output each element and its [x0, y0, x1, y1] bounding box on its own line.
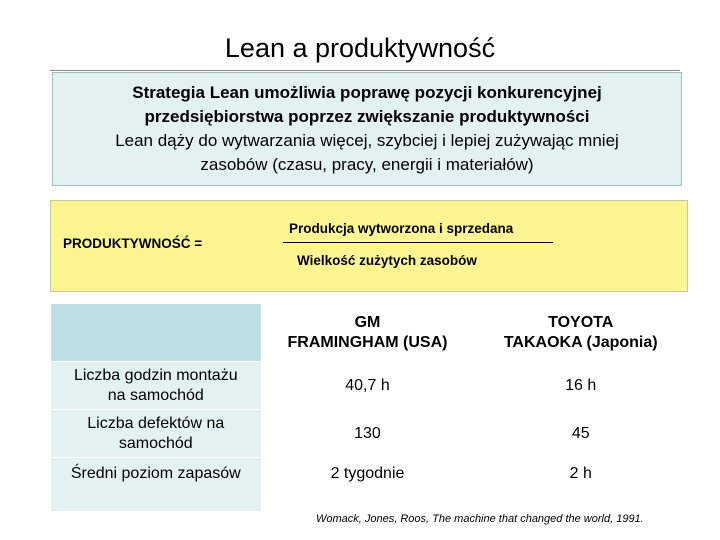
header-toyota-line2: TAKAOKA (Japonia) — [503, 333, 658, 351]
page-title: Lean a produktywność — [224, 33, 496, 63]
gm-value: 40,7 h — [261, 362, 474, 410]
gm-value: 130 — [261, 410, 474, 458]
fraction-bar — [283, 242, 553, 243]
formula-lhs: PRODUKTYWNOŚĆ = — [63, 236, 203, 251]
formula-numerator: Produkcja wytworzona i sprzedana — [289, 221, 514, 236]
source-footnote: Womack, Jones, Roos, The machine that changed the world, 1991. — [316, 513, 644, 525]
header-toyota — [474, 304, 688, 362]
intro-line-4: zasobów (czasu, pracy, energii i materiałów) — [200, 155, 534, 174]
header-gm — [261, 304, 474, 362]
row-label — [51, 410, 262, 458]
row-label — [51, 362, 262, 410]
table-header-row — [51, 304, 688, 362]
toyota-value: 2 h — [474, 458, 688, 512]
row-label-line2: na samochód — [107, 386, 204, 404]
formula-denominator: Wielkość zużytych zasobów — [297, 253, 477, 268]
toyota-value: 45 — [474, 410, 688, 458]
row-label-line1: Liczba godzin montażu — [73, 366, 238, 384]
table-row — [51, 458, 688, 512]
intro-line-2: przedsiębiorstwa poprzez zwiększanie produktywności — [144, 107, 590, 126]
gm-value: 2 tygodnie — [261, 458, 474, 512]
intro-box — [52, 72, 682, 186]
table-row — [51, 362, 688, 410]
header-gm-line2: FRAMINGHAM (USA) — [287, 333, 448, 351]
table-row — [51, 410, 688, 458]
comparison-table — [50, 303, 688, 512]
header-toyota-line1: TOYOTA — [548, 313, 614, 331]
toyota-value: 16 h — [474, 362, 688, 410]
row-label: Średni poziom zapasów — [51, 458, 262, 512]
title-divider — [50, 70, 680, 71]
header-empty-cell — [51, 304, 262, 362]
productivity-formula-box — [50, 200, 688, 292]
row-label-line1: Liczba defektów na — [87, 414, 225, 432]
intro-line-3: Lean dąży do wytwarzania więcej, szybciej i lepiej zużywając mniej — [115, 131, 619, 150]
row-label-line2: samochód — [118, 434, 193, 452]
intro-line-1: Strategia Lean umożliwia poprawę pozycji konkurencyjnej — [132, 83, 602, 102]
header-gm-line1: GM — [354, 313, 381, 331]
